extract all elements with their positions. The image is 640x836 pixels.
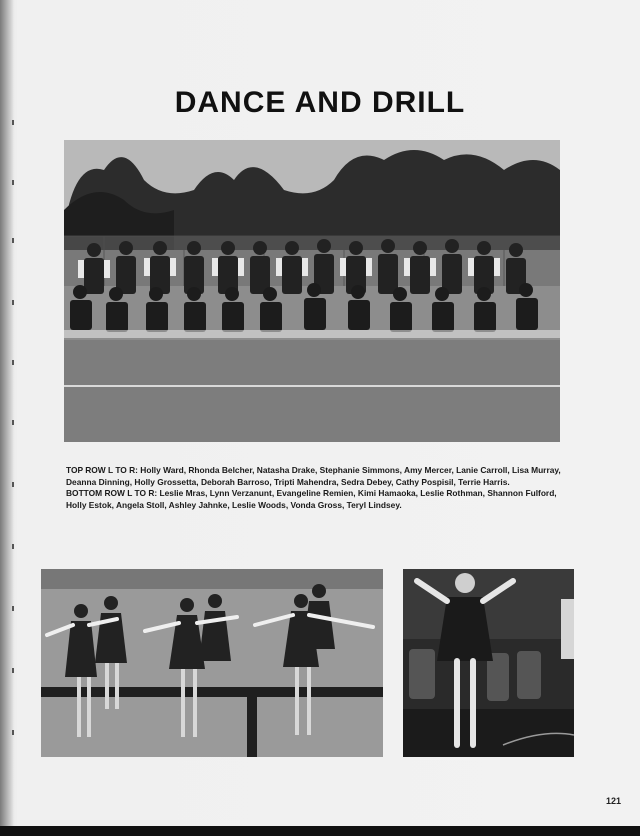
dancer-performance-photo bbox=[403, 569, 574, 757]
page-number: 121 bbox=[606, 796, 622, 806]
dancer-performance-image bbox=[403, 569, 574, 757]
dancers-routine-image bbox=[41, 569, 383, 757]
photo-caption bbox=[66, 465, 566, 511]
bottom-edge bbox=[0, 826, 640, 836]
team-group-photo bbox=[64, 140, 560, 442]
page-title: DANCE AND DRILL bbox=[174, 86, 466, 119]
dancers-routine-photo bbox=[41, 569, 383, 757]
caption-top-row: TOP ROW L TO R: Holly Ward, Rhonda Belcher, Natasha Drake, Stephanie Simmons, Amy Mercer, Lanie Carroll, Lisa Murray, Deanna Dinning, Holly Grossetta, Deborah Barroso, Tripti Mahendra, Sedra Debey, Cathy Pospisil, Terrie Harris. bbox=[66, 465, 561, 487]
binding-marks bbox=[12, 120, 14, 760]
team-group-photo-image bbox=[64, 140, 560, 442]
caption-bottom-row: BOTTOM ROW L TO R: Leslie Mras, Lynn Verzanunt, Evangeline Remien, Kimi Hamaoka, Leslie Rothman, Shannon Fulford, Holly Estok, Angela Stoll, Ashley Jahnke, Leslie Woods, Vonda Gross, Teryl Lindsey. bbox=[66, 488, 557, 510]
